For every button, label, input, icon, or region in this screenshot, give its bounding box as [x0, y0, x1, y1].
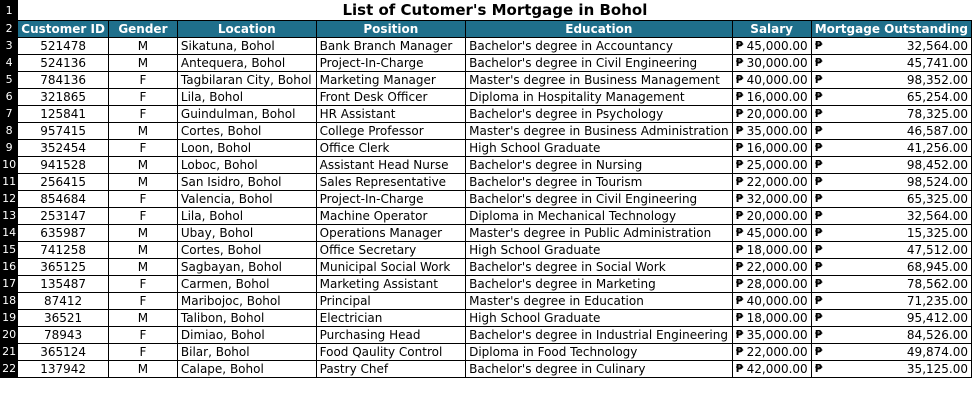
cell-customer-id[interactable]: 36521 [18, 310, 109, 327]
peso-sign: ₱ [814, 141, 823, 154]
mortgage-value: 98,524.00 [906, 175, 968, 189]
cell-location[interactable]: Loon, Bohol [177, 140, 316, 157]
cell-education[interactable]: Bachelor's degree in Civil Engineering [466, 191, 733, 208]
cell-gender[interactable]: F [108, 106, 177, 123]
cell-mortgage[interactable] [811, 344, 971, 361]
salary-value: 18,000.00 [746, 243, 808, 257]
cell-mortgage[interactable] [811, 276, 971, 293]
peso-sign: ₱ [735, 158, 744, 171]
cell-customer-id[interactable]: 941528 [18, 157, 109, 174]
cell-salary[interactable] [732, 123, 811, 140]
cell-position[interactable]: Municipal Social Work [316, 259, 465, 276]
mortgage-value: 95,412.00 [906, 311, 968, 325]
row-number[interactable]: 14 [1, 225, 18, 242]
cell-location[interactable]: Valencia, Bohol [177, 191, 316, 208]
cell-location[interactable]: Sikatuna, Bohol [177, 38, 316, 55]
peso-sign: ₱ [735, 56, 744, 69]
peso-sign: ₱ [814, 39, 823, 52]
cell-education[interactable]: Bachelor's degree in Psychology [466, 106, 733, 123]
row-number[interactable]: 12 [1, 191, 18, 208]
cell-customer-id[interactable]: 741258 [18, 242, 109, 259]
cell-location[interactable]: Maribojoc, Bohol [177, 293, 316, 310]
mortgage-value: 32,564.00 [906, 39, 968, 53]
cell-gender[interactable]: F [108, 140, 177, 157]
header-position[interactable]: Position [316, 21, 465, 38]
peso-sign: ₱ [735, 328, 744, 341]
cell-location[interactable]: Dimiao, Bohol [177, 327, 316, 344]
cell-customer-id[interactable]: 352454 [18, 140, 109, 157]
cell-position[interactable]: Marketing Assistant [316, 276, 465, 293]
table-row [1, 123, 972, 140]
cell-mortgage[interactable] [811, 242, 971, 259]
mortgage-value: 47,512.00 [906, 243, 968, 257]
cell-position[interactable]: Operations Manager [316, 225, 465, 242]
cell-mortgage[interactable] [811, 310, 971, 327]
cell-education[interactable]: High School Graduate [466, 242, 733, 259]
cell-location[interactable]: Carmen, Bohol [177, 276, 316, 293]
cell-gender[interactable]: F [108, 293, 177, 310]
peso-sign: ₱ [735, 294, 744, 307]
cell-salary[interactable] [732, 327, 811, 344]
cell-salary[interactable] [732, 225, 811, 242]
peso-sign: ₱ [735, 209, 744, 222]
row-number[interactable]: 3 [1, 38, 18, 55]
mortgage-value: 78,562.00 [906, 277, 968, 291]
cell-salary[interactable] [732, 191, 811, 208]
table-row [1, 293, 972, 310]
cell-education[interactable]: Diploma in Food Technology [466, 344, 733, 361]
cell-position[interactable]: Pastry Chef [316, 361, 465, 378]
salary-value: 16,000.00 [746, 90, 808, 104]
table-row [1, 72, 972, 89]
cell-customer-id[interactable]: 87412 [18, 293, 109, 310]
cell-customer-id[interactable]: 125841 [18, 106, 109, 123]
cell-education[interactable]: High School Graduate [466, 140, 733, 157]
table-row [1, 310, 972, 327]
peso-sign: ₱ [735, 124, 744, 137]
peso-sign: ₱ [814, 362, 823, 375]
peso-sign: ₱ [814, 243, 823, 256]
cell-education[interactable]: Bachelor's degree in Industrial Engineering [466, 327, 733, 344]
cell-position[interactable]: Bank Branch Manager [316, 38, 465, 55]
peso-sign: ₱ [735, 192, 744, 205]
row-number[interactable]: 11 [1, 174, 18, 191]
cell-gender[interactable]: M [108, 55, 177, 72]
mortgage-value: 41,256.00 [906, 141, 968, 155]
cell-position[interactable]: Sales Representative [316, 174, 465, 191]
peso-sign: ₱ [814, 90, 823, 103]
salary-value: 30,000.00 [746, 56, 808, 70]
cell-position[interactable]: Office Clerk [316, 140, 465, 157]
cell-location[interactable]: San Isidro, Bohol [177, 174, 316, 191]
mortgage-value: 46,587.00 [906, 124, 968, 138]
peso-sign: ₱ [814, 277, 823, 290]
row-number[interactable]: 7 [1, 106, 18, 123]
cell-mortgage[interactable] [811, 157, 971, 174]
cell-salary[interactable] [732, 157, 811, 174]
cell-customer-id[interactable]: 137942 [18, 361, 109, 378]
salary-value: 45,000.00 [746, 226, 808, 240]
row-number[interactable]: 5 [1, 72, 18, 89]
peso-sign: ₱ [735, 90, 744, 103]
peso-sign: ₱ [814, 311, 823, 324]
cell-gender[interactable]: M [108, 259, 177, 276]
peso-sign: ₱ [814, 226, 823, 239]
cell-position[interactable]: Project-In-Charge [316, 191, 465, 208]
cell-position[interactable]: Electrician [316, 310, 465, 327]
cell-customer-id[interactable]: 957415 [18, 123, 109, 140]
cell-customer-id[interactable]: 256415 [18, 174, 109, 191]
cell-customer-id[interactable]: 635987 [18, 225, 109, 242]
cell-gender[interactable]: F [108, 72, 177, 89]
row-number[interactable]: 13 [1, 208, 18, 225]
cell-customer-id[interactable]: 521478 [18, 38, 109, 55]
cell-mortgage[interactable] [811, 89, 971, 106]
row-number[interactable]: 17 [1, 276, 18, 293]
cell-gender[interactable]: F [108, 191, 177, 208]
cell-location[interactable]: Calape, Bohol [177, 361, 316, 378]
row-number[interactable]: 15 [1, 242, 18, 259]
cell-position[interactable]: Machine Operator [316, 208, 465, 225]
cell-mortgage[interactable] [811, 225, 971, 242]
cell-mortgage[interactable] [811, 293, 971, 310]
cell-gender[interactable]: F [108, 208, 177, 225]
mortgage-value: 68,945.00 [906, 260, 968, 274]
peso-sign: ₱ [814, 345, 823, 358]
cell-mortgage[interactable] [811, 327, 971, 344]
cell-position[interactable]: HR Assistant [316, 106, 465, 123]
cell-gender[interactable]: M [108, 174, 177, 191]
row-number[interactable]: 4 [1, 55, 18, 72]
cell-education[interactable]: Master's degree in Business Administration [466, 123, 733, 140]
mortgage-value: 78,325.00 [906, 107, 968, 121]
cell-gender[interactable]: M [108, 123, 177, 140]
header-customer-id[interactable]: Customer ID [18, 21, 109, 38]
cell-gender[interactable]: M [108, 361, 177, 378]
cell-location[interactable]: Talibon, Bohol [177, 310, 316, 327]
cell-salary[interactable] [732, 72, 811, 89]
cell-gender[interactable]: F [108, 327, 177, 344]
cell-mortgage[interactable] [811, 123, 971, 140]
table-row [1, 208, 972, 225]
cell-customer-id[interactable]: 78943 [18, 327, 109, 344]
mortgage-value: 15,325.00 [906, 226, 968, 240]
cell-salary[interactable] [732, 259, 811, 276]
peso-sign: ₱ [735, 141, 744, 154]
cell-customer-id[interactable]: 321865 [18, 89, 109, 106]
title-row [1, 1, 972, 21]
cell-location[interactable]: Ubay, Bohol [177, 225, 316, 242]
cell-location[interactable]: Lila, Bohol [177, 208, 316, 225]
cell-gender[interactable]: F [108, 89, 177, 106]
cell-salary[interactable] [732, 208, 811, 225]
cell-salary[interactable] [732, 310, 811, 327]
cell-location[interactable]: Antequera, Bohol [177, 55, 316, 72]
cell-mortgage[interactable] [811, 208, 971, 225]
cell-education[interactable]: Bachelor's degree in Marketing [466, 276, 733, 293]
cell-salary[interactable] [732, 140, 811, 157]
row-number[interactable]: 18 [1, 293, 18, 310]
cell-mortgage[interactable] [811, 259, 971, 276]
cell-salary[interactable] [732, 361, 811, 378]
cell-salary[interactable] [732, 293, 811, 310]
cell-mortgage[interactable] [811, 140, 971, 157]
table-row [1, 174, 972, 191]
peso-sign: ₱ [814, 158, 823, 171]
cell-customer-id[interactable]: 135487 [18, 276, 109, 293]
cell-salary[interactable] [732, 344, 811, 361]
peso-sign: ₱ [735, 260, 744, 273]
table-row [1, 55, 972, 72]
peso-sign: ₱ [814, 328, 823, 341]
salary-value: 32,000.00 [746, 192, 808, 206]
header-location[interactable]: Location [177, 21, 316, 38]
salary-value: 22,000.00 [746, 175, 808, 189]
table-row [1, 157, 972, 174]
mortgage-value: 98,352.00 [906, 73, 968, 87]
cell-mortgage[interactable] [811, 106, 971, 123]
row-number[interactable]: 8 [1, 123, 18, 140]
cell-education[interactable]: Diploma in Hospitality Management [466, 89, 733, 106]
table-row [1, 191, 972, 208]
peso-sign: ₱ [735, 39, 744, 52]
peso-sign: ₱ [814, 192, 823, 205]
salary-value: 20,000.00 [746, 107, 808, 121]
salary-value: 22,000.00 [746, 260, 808, 274]
header-gender[interactable]: Gender [108, 21, 177, 38]
cell-gender[interactable]: M [108, 225, 177, 242]
cell-salary[interactable] [732, 106, 811, 123]
cell-customer-id[interactable]: 365125 [18, 259, 109, 276]
cell-position[interactable]: Principal [316, 293, 465, 310]
mortgage-value: 65,254.00 [906, 90, 968, 104]
mortgage-value: 45,741.00 [906, 56, 968, 70]
salary-value: 22,000.00 [746, 345, 808, 359]
cell-mortgage[interactable] [811, 191, 971, 208]
cell-position[interactable]: Marketing Manager [316, 72, 465, 89]
table-row [1, 361, 972, 378]
header-education[interactable]: Education [466, 21, 733, 38]
row-number[interactable]: 6 [1, 89, 18, 106]
peso-sign: ₱ [735, 311, 744, 324]
peso-sign: ₱ [735, 345, 744, 358]
table-row [1, 327, 972, 344]
cell-location[interactable]: Cortes, Bohol [177, 242, 316, 259]
salary-value: 25,000.00 [746, 158, 808, 172]
cell-gender[interactable]: F [108, 276, 177, 293]
row-number[interactable]: 16 [1, 259, 18, 276]
salary-value: 35,000.00 [746, 328, 808, 342]
cell-education[interactable]: Diploma in Mechanical Technology [466, 208, 733, 225]
row-number[interactable]: 1 [1, 1, 18, 21]
cell-customer-id[interactable]: 365124 [18, 344, 109, 361]
cell-location[interactable]: Loboc, Bohol [177, 157, 316, 174]
peso-sign: ₱ [814, 260, 823, 273]
cell-education[interactable]: Bachelor's degree in Accountancy [466, 38, 733, 55]
cell-position[interactable]: Front Desk Officer [316, 89, 465, 106]
cell-position[interactable]: Project-In-Charge [316, 55, 465, 72]
table-row [1, 344, 972, 361]
peso-sign: ₱ [814, 56, 823, 69]
table-row [1, 89, 972, 106]
cell-location[interactable]: Sagbayan, Bohol [177, 259, 316, 276]
cell-position[interactable]: Food Qaulity Control [316, 344, 465, 361]
cell-location[interactable]: Guindulman, Bohol [177, 106, 316, 123]
mortgage-value: 98,452.00 [906, 158, 968, 172]
cell-position[interactable]: Office Secretary [316, 242, 465, 259]
row-number[interactable]: 22 [1, 361, 18, 378]
table-row [1, 225, 972, 242]
cell-customer-id[interactable]: 253147 [18, 208, 109, 225]
cell-education[interactable]: Master's degree in Education [466, 293, 733, 310]
cell-mortgage[interactable] [811, 72, 971, 89]
cell-education[interactable]: Bachelor's degree in Civil Engineering [466, 55, 733, 72]
cell-salary[interactable] [732, 55, 811, 72]
header-row [1, 21, 972, 38]
cell-gender[interactable]: M [108, 310, 177, 327]
header-salary[interactable]: Salary [732, 21, 811, 38]
peso-sign: ₱ [814, 294, 823, 307]
mortgage-value: 84,526.00 [906, 328, 968, 342]
salary-value: 35,000.00 [746, 124, 808, 138]
mortgage-value: 71,235.00 [906, 294, 968, 308]
table-row [1, 242, 972, 259]
salary-value: 16,000.00 [746, 141, 808, 155]
salary-value: 18,000.00 [746, 311, 808, 325]
peso-sign: ₱ [735, 226, 744, 239]
cell-education[interactable]: High School Graduate [466, 310, 733, 327]
cell-location[interactable]: Bilar, Bohol [177, 344, 316, 361]
cell-mortgage[interactable] [811, 174, 971, 191]
cell-salary[interactable] [732, 89, 811, 106]
row-number[interactable]: 19 [1, 310, 18, 327]
salary-value: 40,000.00 [746, 294, 808, 308]
table-row [1, 276, 972, 293]
cell-gender[interactable]: M [108, 157, 177, 174]
mortgage-value: 49,874.00 [906, 345, 968, 359]
cell-education[interactable]: Bachelor's degree in Culinary [466, 361, 733, 378]
cell-education[interactable]: Master's degree in Business Management [466, 72, 733, 89]
peso-sign: ₱ [735, 175, 744, 188]
cell-position[interactable]: College Professor [316, 123, 465, 140]
peso-sign: ₱ [735, 277, 744, 290]
salary-value: 45,000.00 [746, 39, 808, 53]
cell-customer-id[interactable]: 784136 [18, 72, 109, 89]
cell-education[interactable]: Master's degree in Public Administration [466, 225, 733, 242]
row-number[interactable]: 10 [1, 157, 18, 174]
peso-sign: ₱ [735, 362, 744, 375]
header-mortgage[interactable]: Mortgage Outstanding [811, 21, 971, 38]
mortgage-value: 32,564.00 [906, 209, 968, 223]
cell-gender[interactable]: M [108, 38, 177, 55]
cell-salary[interactable] [732, 38, 811, 55]
sheet-title[interactable]: List of Cutomer's Mortgage in Bohol [18, 1, 972, 21]
cell-location[interactable]: Tagbilaran City, Bohol [177, 72, 316, 89]
cell-salary[interactable] [732, 242, 811, 259]
cell-mortgage[interactable] [811, 55, 971, 72]
cell-gender[interactable]: F [108, 344, 177, 361]
peso-sign: ₱ [814, 209, 823, 222]
table-row [1, 38, 972, 55]
table-row [1, 259, 972, 276]
cell-education[interactable]: Bachelor's degree in Nursing [466, 157, 733, 174]
row-number[interactable]: 20 [1, 327, 18, 344]
cell-education[interactable]: Bachelor's degree in Tourism [466, 174, 733, 191]
salary-value: 28,000.00 [746, 277, 808, 291]
cell-customer-id[interactable]: 524136 [18, 55, 109, 72]
cell-education[interactable]: Bachelor's degree in Social Work [466, 259, 733, 276]
salary-value: 42,000.00 [746, 362, 808, 376]
peso-sign: ₱ [814, 107, 823, 120]
row-number[interactable]: 9 [1, 140, 18, 157]
cell-salary[interactable] [732, 174, 811, 191]
table-row [1, 106, 972, 123]
cell-location[interactable]: Lila, Bohol [177, 89, 316, 106]
table-row [1, 140, 972, 157]
row-number[interactable]: 2 [1, 21, 18, 38]
cell-position[interactable]: Assistant Head Nurse [316, 157, 465, 174]
cell-mortgage[interactable] [811, 361, 971, 378]
peso-sign: ₱ [735, 73, 744, 86]
peso-sign: ₱ [735, 107, 744, 120]
cell-salary[interactable] [732, 276, 811, 293]
peso-sign: ₱ [814, 73, 823, 86]
salary-value: 20,000.00 [746, 209, 808, 223]
peso-sign: ₱ [735, 243, 744, 256]
salary-value: 40,000.00 [746, 73, 808, 87]
cell-location[interactable]: Cortes, Bohol [177, 123, 316, 140]
peso-sign: ₱ [814, 124, 823, 137]
cell-position[interactable]: Purchasing Head [316, 327, 465, 344]
mortgage-value: 35,125.00 [906, 362, 968, 376]
mortgage-value: 65,325.00 [906, 192, 968, 206]
peso-sign: ₱ [814, 175, 823, 188]
row-number[interactable]: 21 [1, 344, 18, 361]
cell-customer-id[interactable]: 854684 [18, 191, 109, 208]
cell-mortgage[interactable] [811, 38, 971, 55]
cell-gender[interactable]: M [108, 242, 177, 259]
